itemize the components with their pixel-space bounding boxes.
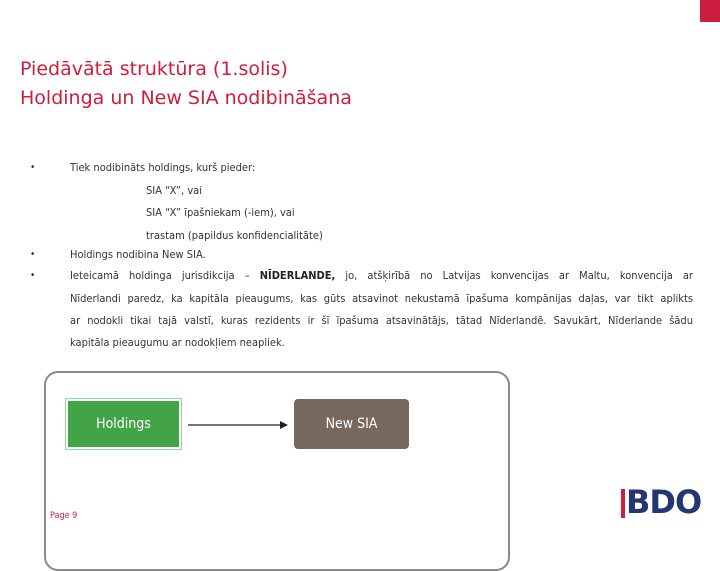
logo-bar bbox=[621, 489, 625, 518]
bullet-3-rest: jo, atšķirībā no Latvijas konvencijas ar Maltu, konvencija ar bbox=[335, 269, 693, 282]
bullet-3-line-1 bbox=[70, 269, 693, 282]
holdings-box: Holdings bbox=[66, 399, 181, 449]
bullet-1-text: Tiek nodibināts holdings, kurš pieder: bbox=[70, 161, 256, 174]
sub-item-2: SIA “X” īpašniekam (-iem), vai bbox=[146, 206, 295, 219]
bdo-logo bbox=[621, 483, 711, 521]
logo-text: BDO bbox=[626, 483, 702, 521]
new-sia-box: New SIA bbox=[294, 399, 409, 449]
bullet-3-country: NĪDERLANDE, bbox=[259, 269, 336, 282]
bullet-3-intro: Ieteicamā holdinga jurisdikcija – bbox=[70, 269, 260, 282]
bullet-marker: • bbox=[30, 270, 36, 281]
bullet-marker: • bbox=[30, 162, 36, 173]
bullet-3-line-3: ar nodokli tikai tajā valstī, kuras rezidents ir šī īpašuma atsavinātājs, tātad Nīderlandē. Savukārt, Nīderlande šādu bbox=[70, 314, 693, 327]
corner-accent bbox=[700, 0, 720, 22]
title-line-1: Piedāvātā struktūra (1.solis) bbox=[20, 58, 288, 80]
page-number: Page 9 bbox=[50, 511, 78, 521]
sub-item-1: SIA “X”, vai bbox=[146, 184, 202, 197]
bullet-3-line-2: Nīderlandi paredz, ka kapitāla pieaugums, kas gūts atsavinot nekustamā īpašuma kompānijas daļas, var tikt aplikts bbox=[70, 292, 693, 305]
slide-title bbox=[20, 55, 352, 113]
sub-item-3: trastam (papildus konfidencialitāte) bbox=[146, 229, 323, 242]
bullet-marker: • bbox=[30, 249, 36, 260]
bullet-2-text: Holdings nodibina New SIA. bbox=[70, 248, 206, 261]
bullet-3-line-4: kapitāla pieaugumu ar nodokļiem neapliek. bbox=[70, 336, 285, 349]
title-line-2: Holdinga un New SIA nodibināšana bbox=[20, 87, 352, 109]
arrow-right-icon bbox=[188, 415, 288, 435]
